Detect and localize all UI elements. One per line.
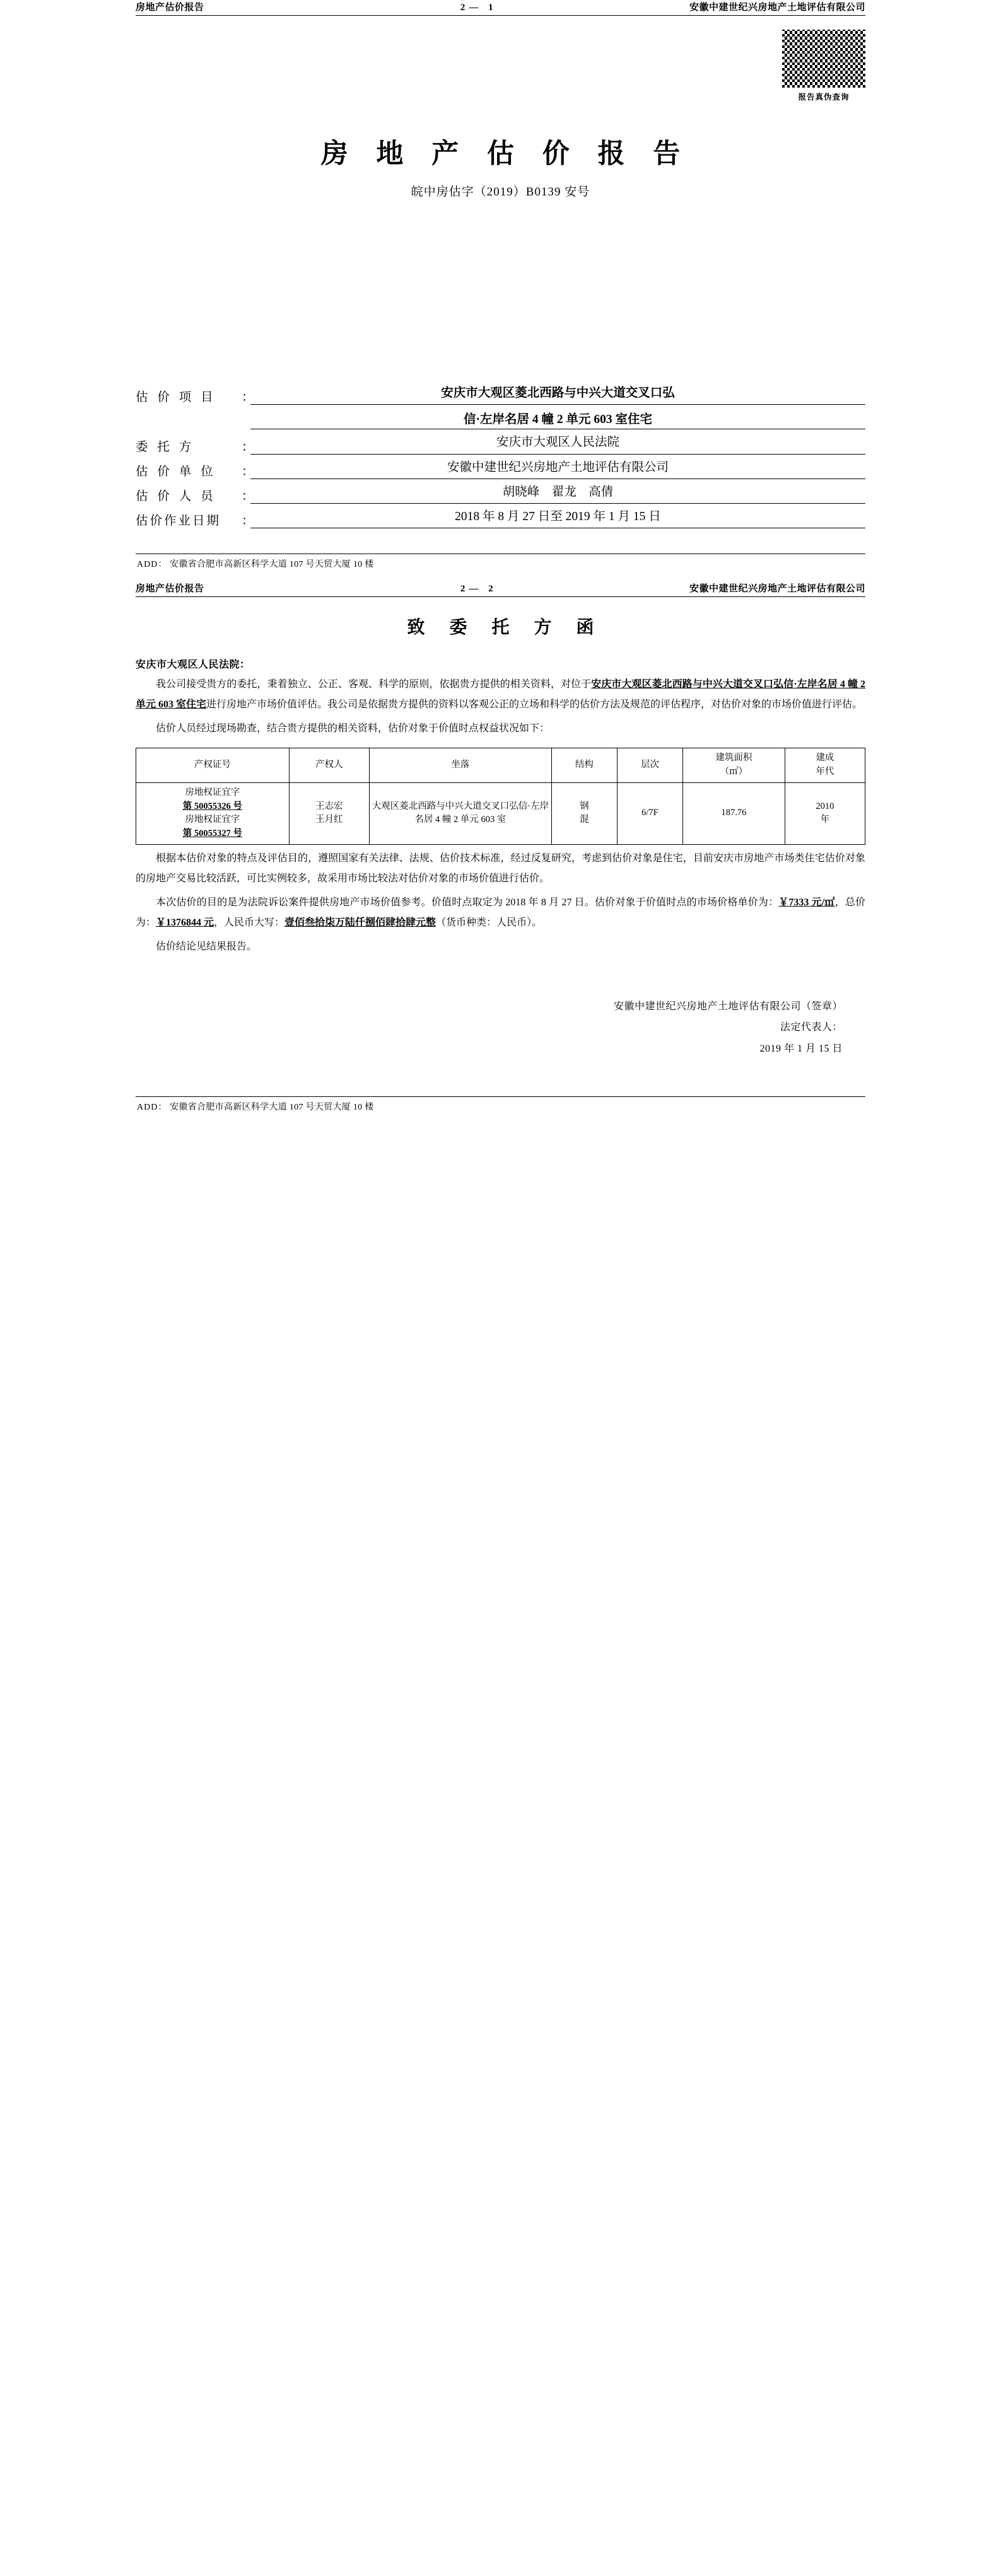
running-head-left: 房地产估价报告 xyxy=(136,3,204,13)
cell-cert-line2-text: 第 50055326 号 xyxy=(182,801,242,811)
field-work-period xyxy=(136,508,865,528)
letter-paragraph-1 xyxy=(136,675,865,715)
qr-caption: 报告真伪查询 xyxy=(798,93,850,102)
cell-year-line1: 2010 xyxy=(816,801,834,811)
field-work-period-value[interactable]: 2018 年 8 月 27 日至 2019 年 1 月 15 日 xyxy=(250,508,865,528)
signature-block xyxy=(136,996,865,1060)
cell-owner xyxy=(289,782,369,844)
field-project-value[interactable]: 安庆市大观区菱北西路与中兴大道交叉口弘 xyxy=(250,385,865,405)
field-project-colon: ： xyxy=(242,391,254,405)
cell-year-line2: 年 xyxy=(820,815,830,825)
letter-paragraph-1-part-b: 进行房地产市场价值评估。我公司是依据贵方提供的资料以客观公正的立场和科学的估价方法及规范的评估程序，对估价对象的市场价值进行评估。 xyxy=(206,699,863,711)
running-head-page-number-page2: 2— 2 xyxy=(460,584,497,595)
footer-address-label: ADD： xyxy=(137,560,168,570)
field-client-colon: ： xyxy=(242,440,254,454)
cell-cert-line4-text: 第 50055327 号 xyxy=(182,828,242,839)
letter-total-price-chinese: 壹佰叁拾柒万陆仟捌佰肆拾肆元整 xyxy=(284,917,436,928)
cell-structure-line2: 混 xyxy=(580,815,589,825)
letter-addressee: 安庆市大观区人民法院： xyxy=(136,659,250,671)
running-head-page2 xyxy=(136,581,865,597)
letter-paragraph-4-part-a: 本次估价的目的是为法院诉讼案件提供房地产市场价值参考。价值时点取定为 2018 年 8 月 27 日。估价对象于价值时点的市场价格单价为： xyxy=(156,896,779,908)
letter-paragraph-3: 根据本估价对象的特点及评估目的，遵照国家有关法律、法规、估价技术标准，经过反复研究，考虑到估价对象是住宅，目前安庆市房地产市场类住宅估价对象的房地产交易比较活跃，可比实例较多，故采用市场比较法对估价对象的市场价值进行估价。 xyxy=(136,852,865,884)
cell-structure-line1: 钢 xyxy=(580,801,589,811)
field-client xyxy=(136,434,865,454)
field-appraisers-colon: ： xyxy=(242,490,254,504)
field-appraisal-firm-label: 估 价 单 位 xyxy=(136,465,216,479)
cover-spacer xyxy=(136,199,865,382)
table-header-year xyxy=(785,748,865,783)
running-head-right: 安徽中建世纪兴房地产土地评估有限公司 xyxy=(689,3,865,13)
field-appraisers-label: 估 价 人 员 xyxy=(136,490,216,504)
cell-owner-line1: 王志宏 xyxy=(315,801,343,811)
field-appraisal-firm-value[interactable]: 安徽中建世纪兴房地产土地评估有限公司 xyxy=(250,459,865,479)
letter-paragraph-4-part-b: ，总价为： xyxy=(136,896,865,928)
table-header-year-line2: 年代 xyxy=(816,767,834,777)
qr-block xyxy=(136,30,865,102)
page-footer-page2 xyxy=(136,1096,865,1113)
cell-cert xyxy=(136,782,290,844)
table-header-structure: 结构 xyxy=(551,748,617,783)
signature-company: 安徽中建世纪兴房地产土地评估有限公司（签章） xyxy=(613,1001,843,1012)
cell-year xyxy=(785,782,865,844)
field-client-value[interactable]: 安庆市大观区人民法院 xyxy=(250,434,865,454)
letter-page xyxy=(0,581,1001,1112)
cell-cert-line3: 房地权证宜字 xyxy=(185,815,240,825)
field-project-label: 估 价 项 目 xyxy=(136,391,216,405)
table-header-floor: 层次 xyxy=(617,748,682,783)
field-work-period-colon: ： xyxy=(242,514,254,528)
letter-paragraph-4-part-c: ，人民币大写： xyxy=(214,917,285,928)
table-row xyxy=(136,782,865,844)
signature-legal-rep: 法定代表人： xyxy=(780,1022,843,1033)
table-header-area-label: 建筑面积 xyxy=(715,753,752,763)
letter-paragraph-5: 估价结论见结果报告。 xyxy=(156,941,257,952)
letter-total-price: ￥1376844 元 xyxy=(156,917,214,928)
field-project-value-cont[interactable]: 信·左岸名居 4 幢 2 单元 603 室住宅 xyxy=(250,409,865,429)
letter-paragraph-1-underlined: 安庆市大观区菱北西路与中兴大道交叉口弘信·左岸名居 4 幢 2 单元 603 室住宅 xyxy=(136,679,865,711)
footer-address xyxy=(137,557,865,570)
letter-paragraph-4 xyxy=(136,893,865,933)
property-table xyxy=(136,748,865,845)
cell-owner-line2: 王月红 xyxy=(315,815,343,825)
letter-paragraph-2: 估价人员经过现场勘查，结合贵方提供的相关资料，估价对象于价值时点权益状况如下： xyxy=(156,723,550,734)
table-header-row xyxy=(136,748,865,783)
letter-title: 致 委 托 方 函 xyxy=(407,618,604,638)
signature-date: 2019 年 1 月 15 日 xyxy=(759,1043,843,1055)
letter-paragraph-4-part-d: （货币种类：人民币）。 xyxy=(436,917,542,928)
cell-cert-line4 xyxy=(138,827,287,841)
running-head-right-page2: 安徽中建世纪兴房地产土地评估有限公司 xyxy=(689,584,865,595)
property-table-head xyxy=(136,748,865,783)
table-header-cert: 产权证号 xyxy=(136,748,290,783)
table-header-year-line1: 建成 xyxy=(816,753,834,763)
cell-floor: 6/7F xyxy=(617,782,682,844)
report-number: 皖中房估字（2019）B0139 安号 xyxy=(411,185,590,199)
field-appraisal-firm-colon: ： xyxy=(242,465,254,479)
page-footer xyxy=(136,554,865,570)
cell-cert-line2 xyxy=(138,800,287,814)
qr-box xyxy=(782,30,865,102)
footer-address-label-page2: ADD： xyxy=(137,1102,168,1112)
cell-area: 187.76 xyxy=(682,782,785,844)
field-appraisers-value[interactable]: 胡晓峰 翟龙 高倩 xyxy=(250,484,865,504)
letter-unit-price: ￥7333 元/㎡ xyxy=(778,896,835,908)
table-header-owner: 产权人 xyxy=(289,748,369,783)
qr-code-icon[interactable] xyxy=(782,30,865,88)
footer-address-value: 安徽省合肥市高新区科学大道 107 号天贸大厦 10 楼 xyxy=(170,560,374,570)
field-appraisal-firm xyxy=(136,459,865,479)
cell-location: 大观区菱北西路与中兴大道交叉口弘信·左岸名居 4 幢 2 单元 603 室 xyxy=(369,782,551,844)
cover-page xyxy=(0,0,1001,570)
property-table-body xyxy=(136,782,865,844)
table-header-location: 坐落 xyxy=(369,748,551,783)
running-head xyxy=(136,0,865,16)
footer-address-value-page2: 安徽省合肥市高新区科学大道 107 号天贸大厦 10 楼 xyxy=(170,1102,374,1112)
table-header-area xyxy=(682,748,785,783)
letter-paragraph-1-part-a: 我公司接受贵方的委托，秉着独立、公正、客观、科学的原则，依据贵方提供的相关资料，对位于 xyxy=(156,679,592,690)
page-title: 房 地 产 估 价 报 告 xyxy=(320,139,691,169)
field-work-period-label: 估价作业日期 xyxy=(136,514,221,528)
table-header-area-unit: （㎡） xyxy=(720,767,748,777)
running-head-left-page2: 房地产估价报告 xyxy=(136,584,204,595)
cell-structure xyxy=(551,782,617,844)
cover-fields xyxy=(136,385,865,528)
field-project xyxy=(136,385,865,405)
footer-address-page2 xyxy=(137,1100,865,1113)
field-appraisers xyxy=(136,484,865,504)
cell-cert-line1: 房地权证宜字 xyxy=(185,787,240,798)
running-head-page-number: 2— 1 xyxy=(460,3,497,13)
field-client-label: 委 托 方 xyxy=(136,440,195,454)
